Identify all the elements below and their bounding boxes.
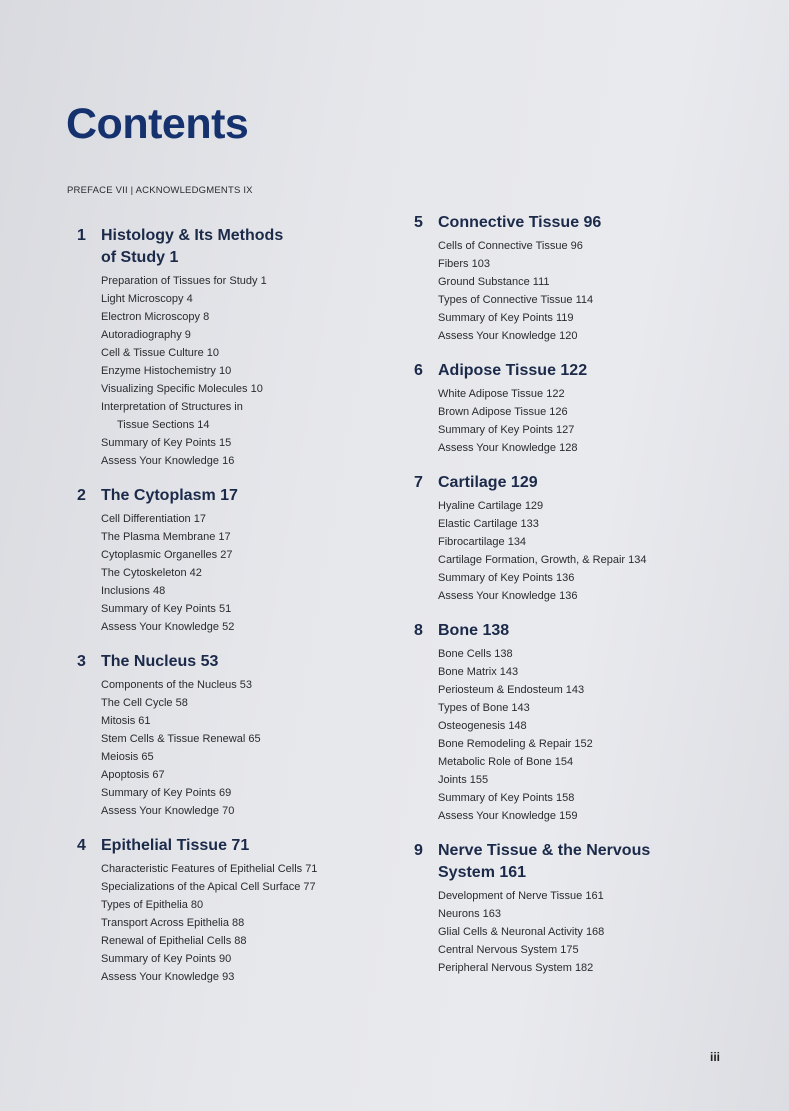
toc-entry[interactable]: Summary of Key Points 158 (438, 792, 575, 804)
chapter-number: 6 (414, 362, 423, 379)
toc-entry[interactable]: Enzyme Histochemistry 10 (101, 365, 232, 377)
page-title: Contents (66, 100, 249, 148)
toc-entry[interactable]: Components of the Nucleus 53 (101, 679, 253, 691)
toc-entry[interactable]: The Cell Cycle 58 (101, 697, 188, 709)
chapter-title: The Cytoplasm 17 (101, 487, 238, 504)
toc-entry[interactable]: Fibers 103 (438, 258, 490, 270)
toc-entry[interactable]: Periosteum & Endosteum 143 (438, 684, 585, 696)
toc-entry-continued[interactable]: Tissue Sections 14 (117, 419, 210, 431)
toc-entry[interactable]: Fibrocartilage 134 (438, 536, 527, 548)
toc-entry[interactable]: Brown Adipose Tissue 126 (438, 406, 568, 418)
contents-right-column (414, 212, 744, 977)
chapter-3 (77, 651, 392, 820)
toc-entry[interactable]: Summary of Key Points 69 (101, 787, 232, 799)
toc-entry[interactable]: The Cytoskeleton 42 (101, 567, 202, 579)
chapter-title: The Nucleus 53 (101, 653, 219, 670)
chapter-title-line-2: System 161 (438, 864, 527, 881)
toc-entry[interactable]: Renewal of Epithelial Cells 88 (101, 935, 247, 947)
toc-entry[interactable]: Elastic Cartilage 133 (438, 518, 539, 530)
toc-entry[interactable]: Assess Your Knowledge 128 (438, 442, 578, 454)
toc-entry[interactable]: Summary of Key Points 119 (438, 312, 574, 324)
toc-entry[interactable]: Osteogenesis 148 (438, 720, 527, 732)
toc-entry[interactable]: Cartilage Formation, Growth, & Repair 134 (438, 554, 647, 566)
chapter-title: Bone 138 (438, 622, 510, 639)
toc-entry[interactable]: Inclusions 48 (101, 585, 166, 597)
chapter-number: 2 (77, 487, 86, 504)
toc-entry[interactable]: Types of Epithelia 80 (101, 899, 204, 911)
toc-entry[interactable]: Light Microscopy 4 (101, 293, 193, 305)
toc-entry[interactable]: Bone Remodeling & Repair 152 (438, 738, 593, 750)
chapter-5 (414, 212, 744, 345)
toc-entry[interactable]: Glial Cells & Neuronal Activity 168 (438, 926, 605, 938)
toc-entry[interactable]: Interpretation of Structures in (101, 401, 243, 413)
toc-entry[interactable]: Assess Your Knowledge 136 (438, 590, 578, 602)
toc-entry[interactable]: Ground Substance 111 (438, 276, 550, 288)
toc-entry[interactable]: Joints 155 (438, 774, 489, 786)
toc-entry[interactable]: Development of Nerve Tissue 161 (438, 890, 604, 902)
toc-entry[interactable]: Summary of Key Points 15 (101, 437, 232, 449)
chapter-title: Cartilage 129 (438, 474, 538, 491)
chapter-number: 7 (414, 474, 423, 491)
page-number: iii (710, 1050, 721, 1064)
chapter-title: Epithelial Tissue 71 (101, 837, 250, 854)
toc-entry[interactable]: Neurons 163 (438, 908, 501, 920)
chapter-title: Histology & Its Methods (101, 227, 284, 244)
toc-entry[interactable]: Specializations of the Apical Cell Surface 77 (101, 881, 316, 893)
chapter-6 (414, 360, 744, 457)
chapter-1 (77, 225, 392, 470)
toc-entry[interactable]: Apoptosis 67 (101, 769, 165, 781)
toc-entry[interactable]: Assess Your Knowledge 16 (101, 455, 235, 467)
toc-entry[interactable]: Autoradiography 9 (101, 329, 191, 341)
chapter-number: 8 (414, 622, 423, 639)
toc-entry[interactable]: Assess Your Knowledge 70 (101, 805, 235, 817)
toc-entry[interactable]: Metabolic Role of Bone 154 (438, 756, 574, 768)
toc-entry[interactable]: Hyaline Cartilage 129 (438, 500, 544, 512)
chapter-7 (414, 472, 744, 605)
toc-entry[interactable]: Mitosis 61 (101, 715, 151, 727)
chapter-title: Nerve Tissue & the Nervous (438, 842, 651, 859)
chapter-9 (414, 840, 744, 977)
toc-entry[interactable]: Cell Differentiation 17 (101, 513, 206, 525)
toc-entry[interactable]: Assess Your Knowledge 52 (101, 621, 235, 633)
chapter-4 (77, 835, 392, 986)
toc-entry[interactable]: Visualizing Specific Molecules 10 (101, 383, 263, 395)
toc-entry[interactable]: Characteristic Features of Epithelial Cells 71 (101, 863, 318, 875)
toc-entry[interactable]: Summary of Key Points 51 (101, 603, 232, 615)
toc-entry[interactable]: Preparation of Tissues for Study 1 (101, 275, 267, 287)
toc-entry[interactable]: White Adipose Tissue 122 (438, 388, 565, 400)
toc-entry[interactable]: Electron Microscopy 8 (101, 311, 210, 323)
chapter-number: 4 (77, 837, 86, 854)
chapter-8 (414, 620, 744, 825)
chapter-title: Adipose Tissue 122 (438, 362, 588, 379)
toc-entry[interactable]: Bone Matrix 143 (438, 666, 519, 678)
toc-entry[interactable]: Peripheral Nervous System 182 (438, 962, 594, 974)
toc-entry[interactable]: Assess Your Knowledge 120 (438, 330, 578, 342)
toc-entry[interactable]: The Plasma Membrane 17 (101, 531, 231, 543)
toc-entry[interactable]: Meiosis 65 (101, 751, 154, 763)
toc-entry[interactable]: Stem Cells & Tissue Renewal 65 (101, 733, 261, 745)
chapter-number: 1 (77, 227, 86, 244)
toc-entry[interactable]: Summary of Key Points 136 (438, 572, 575, 584)
chapter-number: 3 (77, 653, 86, 670)
toc-entry[interactable]: Summary of Key Points 90 (101, 953, 232, 965)
toc-entry[interactable]: Cell & Tissue Culture 10 (101, 347, 219, 359)
toc-entry[interactable]: Cytoplasmic Organelles 27 (101, 549, 233, 561)
toc-entry[interactable]: Types of Bone 143 (438, 702, 530, 714)
chapter-2 (77, 485, 392, 636)
toc-entry[interactable]: Bone Cells 138 (438, 648, 513, 660)
toc-entry[interactable]: Assess Your Knowledge 93 (101, 971, 235, 983)
chapter-title-line-2: of Study 1 (101, 249, 179, 266)
chapter-number: 5 (414, 214, 423, 231)
toc-entry[interactable]: Transport Across Epithelia 88 (101, 917, 245, 929)
chapter-number: 9 (414, 842, 423, 859)
toc-entry[interactable]: Assess Your Knowledge 159 (438, 810, 578, 822)
preface-line: PREFACE VII | ACKNOWLEDGMENTS IX (67, 185, 253, 196)
toc-entry[interactable]: Summary of Key Points 127 (438, 424, 575, 436)
chapter-title: Connective Tissue 96 (438, 214, 602, 231)
contents-left-column (77, 225, 392, 986)
toc-entry[interactable]: Types of Connective Tissue 114 (438, 294, 594, 306)
toc-entry[interactable]: Central Nervous System 175 (438, 944, 579, 956)
toc-entry[interactable]: Cells of Connective Tissue 96 (438, 240, 583, 252)
